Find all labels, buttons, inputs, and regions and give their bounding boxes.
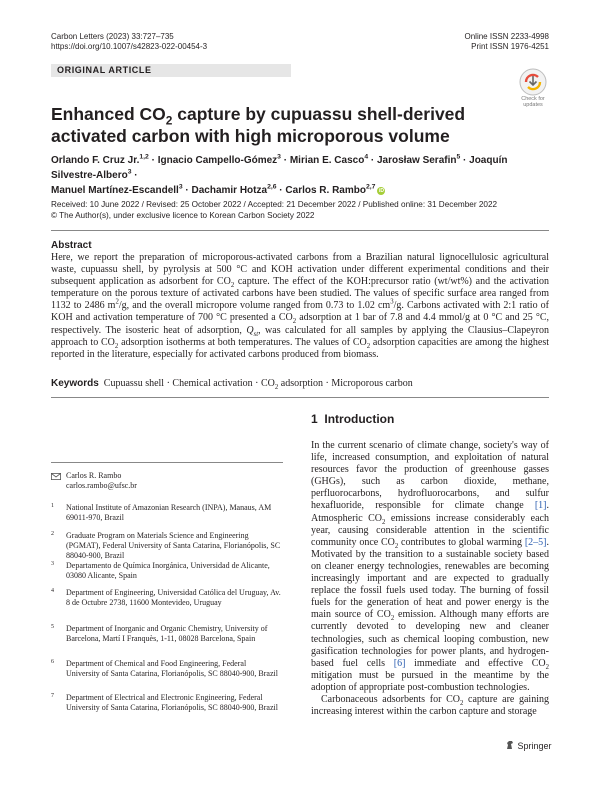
publisher-name: Springer (517, 741, 552, 751)
article-title: Enhanced $CO_2$ capture by cupuassu shell-derived activated carbon with high microporous volume (51, 104, 466, 146)
divider (51, 230, 549, 231)
author-name[interactable]: Ignacio Campello-Gómez (157, 155, 278, 166)
publisher-logo (505, 740, 552, 751)
citation-link[interactable]: [6] (393, 657, 406, 669)
running-header-left (51, 32, 207, 52)
author-name[interactable]: Carlos R. Rambo (285, 185, 366, 196)
journal-citation: Carbon Letters (2023) 33:727–735 (51, 32, 174, 41)
article-type-band (51, 64, 291, 77)
check-for-updates-label[interactable]: Check for updates (521, 96, 545, 108)
check-for-updates-icon[interactable] (517, 67, 549, 97)
author-list (51, 153, 551, 198)
keywords-label: Keywords (51, 378, 99, 389)
author-line-1: Orlando F. Cruz Jr.$^{1,2}$ · Ignacio Campello-Gómez$^3$ · Mirian E. Casco$^4$ · Jarosław Serafin$^5$ · Joaquín Silvestre-Albero$^3$ · (51, 153, 508, 181)
correspondence (51, 471, 283, 491)
online-issn: Online ISSN 2233-4998 (464, 32, 549, 41)
publication-dates (51, 199, 551, 221)
introduction-text (311, 440, 549, 718)
author-name[interactable]: Manuel Martínez-Escandell (51, 185, 179, 196)
doi-link[interactable]: https://doi.org/10.1007/s42823-022-00454-3 (51, 42, 208, 51)
divider (51, 397, 549, 398)
footnote-divider (51, 462, 283, 463)
paragraph: In the current scenario of climate change, society's way of life, increased consumption, and exploitation of natural resources favor the production of greenhouse gasses (GHGs), such as carbon dioxide, methane, perfluorocarbons, hydrofluorocarbons, and sulfur hexafluoride, responsible for climate change [1]. Atmospheric $CO_2$ emissions increase considerably each year, causing considerable attention in the scientific community once $CO_2$ contributes to global warming [2–5]. Motivated by the transition to a sustainable society based on cleaner energy technologies, renewables are becoming increasingly important and are expected to gradually replace the fossil fuels used today. The burning of fossil fuels for the generation of heat and power energy is the main source of $CO_2$ emission. Although many efforts are currently devoted to developing new and cleaner technologies, such as chemical looping combustion, new gasification technologies for power plants, and hydrogen-based fuel cells [6] immediate and effective $CO_2$ mitigation must be pursued in the meantime by the adoption of appropriate post-combustion technologies. (311, 440, 550, 693)
author-name[interactable]: Joaquín Silvestre-Albero (51, 155, 508, 181)
abstract-heading: Abstract (51, 240, 92, 251)
springer-horse-icon (505, 740, 515, 750)
author-line-2: Manuel Martínez-Escandell$^3$ · Dachamir Hotza$^{2,6}$ · Carlos R. Rambo$^{2,7}$iD (51, 183, 384, 196)
author-email[interactable]: carlos.rambo@ufsc.br (66, 481, 137, 490)
article-type: ORIGINAL ARTICLE (57, 65, 152, 75)
running-header-right (465, 32, 550, 52)
author-name[interactable]: Orlando F. Cruz Jr. (51, 155, 140, 166)
section-heading-introduction: 1 Introduction (311, 412, 395, 426)
orcid-icon[interactable]: iD (378, 188, 384, 194)
paragraph: Carbonaceous adsorbents for $CO_2$ capture are gaining increasing interest within the carbon capture and storage (311, 693, 549, 718)
abstract-text: Here, we report the preparation of microporous-activated carbons from a Brazilian natural lignocellulosic agricultural waste, cupuassu shell, by pyrolysis at 500 °C and KOH activation under different experimental conditions and their subsequent application as adsorbent for $CO_2$ capture. The effect of the KOH:precursor ratio (wt/wt%) and the activation temperature on the porous texture of activated carbons have been studied. The values of specific surface area ranged from 1132 to 2486 $m^2/g$, and the overall micropore volume ranged from 0.73 to 1.02 $cm^3/g$. Carbons activated with 2:1 ratio of KOH and activation temperature of 700 °C presented a $CO_2$ adsorption at 1 bar of 7.8 and 4.4 mmol/g at 0 °C and 25 °C, respectively. The isosteric heat of adsorption, $Q_{st}$, was calculated for all samples by applying the Clausius–Clapeyron approach to $CO_2$ adsorption isotherms at both temperatures. The values of $CO_2$ adsorption capacities are among the highest reported in the literature, especially for activated carbons produced from biomass. (51, 252, 550, 360)
author-name[interactable]: Mirian E. Casco (289, 155, 365, 166)
copyright-line: © The Author(s), under exclusive licence to Korean Carbon Society 2022 (51, 211, 315, 220)
history-dates: Received: 10 June 2022 / Revised: 25 October 2022 / Accepted: 21 December 2022 / Published online: 31 December 2022 (51, 200, 498, 209)
author-name[interactable]: Jarosław Serafin (376, 155, 457, 166)
corresponding-author: Carlos R. Rambo (66, 471, 122, 480)
citation-link[interactable]: [1] (534, 500, 547, 512)
print-issn: Print ISSN 1976-4251 (471, 42, 549, 51)
citation-link[interactable]: [2–5] (524, 536, 547, 548)
author-name[interactable]: Dachamir Hotza (191, 185, 268, 196)
keywords: Keywords Cupuassu shell · Chemical activation · $CO_2$ adsorption · Microporous carbon (51, 378, 413, 391)
envelope-icon (51, 473, 61, 480)
